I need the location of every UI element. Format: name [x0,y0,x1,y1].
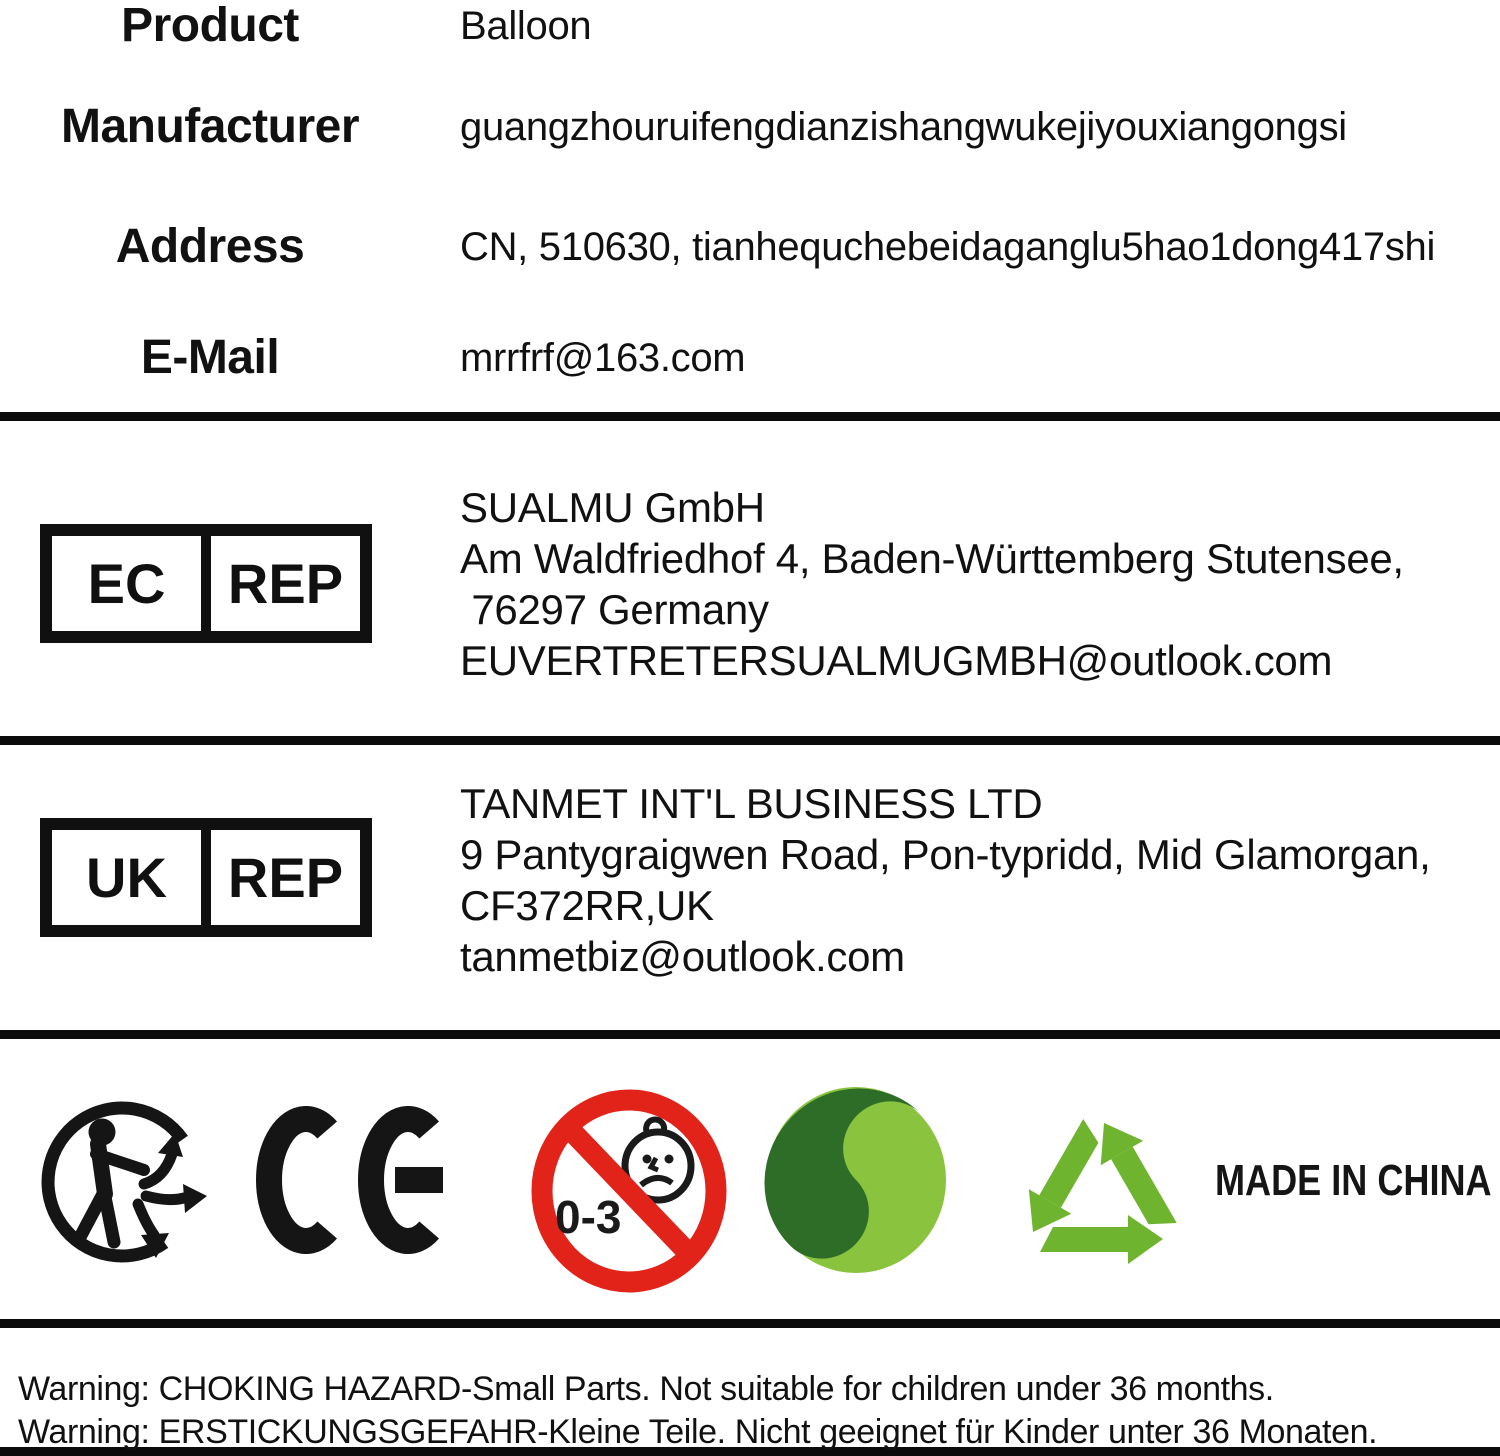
divider-line [0,412,1500,421]
info-label-email: E-Mail [140,331,280,384]
uk-rep-company: TANMET INT'L BUSINESS LTD [460,780,1043,827]
info-row-address [0,219,1500,275]
divider-line [0,1030,1500,1039]
ec-rep-left-cell: EC [52,536,201,631]
made-in-china-text: MADE IN CHINA [1215,1156,1492,1205]
uk-rep-email: tanmetbiz@outlook.com [460,933,905,980]
ec-rep-street: Am Waldfriedhof 4, Baden-Württemberg Stutensee, [460,535,1404,582]
info-label-address: Address [115,220,305,273]
info-label-product: Product [121,0,299,52]
uk-rep-street: 9 Pantygraigwen Road, Pon-typridd, Mid Glamorgan, [460,831,1431,878]
age-range-text: 0-3 [555,1191,622,1243]
triman-recycling-person-icon [36,1092,211,1268]
info-value-email: mrrfrf@163.com [460,336,746,380]
ec-rep-right-cell: REP [211,536,360,631]
ec-rep-city: 76297 Germany [460,586,769,633]
divider-line [0,1319,1500,1328]
info-value-product: Balloon [460,4,592,48]
ec-rep-symbol [40,524,372,643]
uk-rep-postcode: CF372RR,UK [460,882,714,929]
recycling-mobius-loop-icon [1006,1086,1194,1276]
triman-person [78,1119,144,1243]
triman-arrows [138,1133,207,1258]
uk-rep-symbol [40,818,372,937]
info-row-manufacturer [0,99,1500,155]
warnings-block [18,1368,1500,1454]
info-value-address: CN, 510630, tianhequchebeidaganglu5hao1dong417shi [460,225,1436,269]
uk-rep-left-cell: UK [52,830,201,925]
ce-marking-icon [256,1106,460,1254]
info-row-email [0,330,1500,386]
uk-rep-right-cell: REP [211,830,360,925]
info-row-product [0,0,1500,54]
green-dot-icon [760,1083,952,1277]
ec-rep-email: EUVERTRETERSUALMUGMBH@outlook.com [460,637,1333,684]
warning-german: Warning: ERSTICKUNGSGEFAHR-Kleine Teile. Nicht geeignet für Kinder unter 36 Monaten. [18,1413,1378,1451]
info-value-manufacturer: guangzhouruifengdianzishangwukejiyouxiangongsi [460,105,1347,149]
recycling-arrow [1040,1215,1163,1264]
recycling-arrow [1011,1113,1115,1244]
info-label-manufacturer: Manufacturer [60,100,360,153]
not-for-children-0-3-icon [528,1086,730,1296]
ce-letter-c [269,1119,327,1241]
uk-rep-address-block [460,778,1496,982]
ec-rep-company: SUALMU GmbH [460,484,765,531]
warning-english: Warning: CHOKING HAZARD-Small Parts. Not suitable for children under 36 months. [18,1370,1274,1408]
divider-line [0,736,1500,745]
ec-rep-address-block [460,482,1496,686]
